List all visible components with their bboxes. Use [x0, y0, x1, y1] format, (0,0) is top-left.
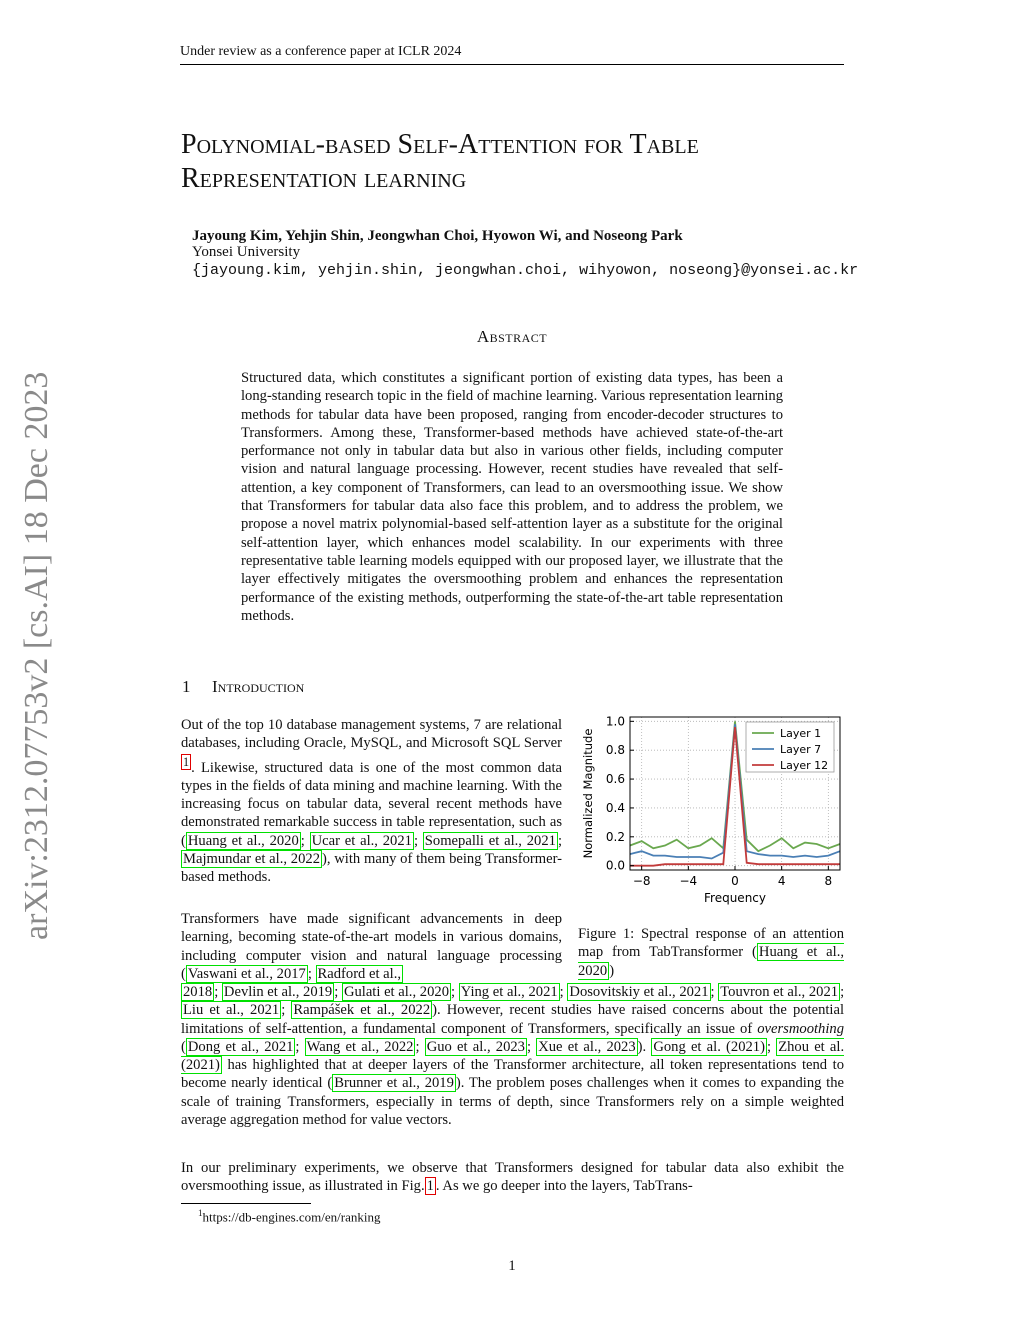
text-run: . Likewise, structured data is one of the most common data types in the fields of data mining and machine learning. With the increasing focus on tabular data, several recent methods have demonstrated remarkable success in table representation, such as ( [181, 759, 562, 849]
legend-label: Layer 7 [780, 743, 822, 756]
emphasis: oversmoothing [757, 1020, 844, 1037]
citation-link[interactable]: Touvron et al., 2021 [720, 984, 839, 1000]
citation-link[interactable]: Majmundar et al., 2022 [183, 850, 320, 867]
intro-paragraph-2: 2018 ; Devlin et al., 2019 ; Gulati et al., 2020 ; Ying et al., 2021 ; Dosovitskiy et al., 2021 ; Touvron et al., 2021 ; Liu et al., 2021 ; Rampášek et al., 2022 ). However, recent studies have raised concerns about the potential limitations of self-attention, a fundamental component of Transformers, specifically an issue of oversmoothing ( Dong et al., 2021 ; Wang et al., 2022 ; Guo et al., 2023 ; Xue et al., 2023 ). Gong et al. (2021) ; Zhou et al. (2021) has highlighted that at deeper layers of the Transformer architecture, all token representations tend to become nearly identical ( Brunner et al., 2019 ). The problem poses challenges when it comes to expanding the scale of training Transformers, especially in terms of depth, since Transformers rely on a simple weighted average aggregation method for value vectors. [181, 984, 845, 1129]
citation-link[interactable]: Huang et al., 2020 [578, 944, 844, 979]
figure-1 [576, 712, 846, 908]
legend-label: Layer 12 [780, 759, 829, 772]
intro-paragraph-2-start: Transformers have made significant advancements in deep learning, becoming state-of-the-art models in various domains, including computer vision and natural language processing ( Vaswani et al., 2017 ; Radford et al., [181, 911, 562, 982]
citation-link[interactable]: Ucar et al., 2021 [311, 832, 412, 849]
citation-link[interactable]: Huang et al., 2020 [187, 832, 299, 849]
spectral-response-chart [576, 712, 846, 908]
citation-link[interactable]: Ying et al., 2021 [460, 984, 558, 1000]
text-run: ). The problem poses challenges when it comes to expanding the scale of training Transformers, especially in terms of depth, since Transformers rely on a simple weighted average aggregation method for value vectors. [181, 1075, 845, 1129]
affiliation: Yonsei University [192, 244, 301, 260]
y-axis-label: Normalized Magnitude [581, 728, 595, 859]
text-run: ). [637, 1038, 652, 1055]
arxiv-stamp: arXiv:2312.07753v2 [cs.AI] 18 Dec 2023 [18, 371, 55, 940]
y-tick-label: 0.4 [605, 800, 625, 815]
footnote [198, 1208, 381, 1225]
figure-ref-link[interactable]: 1 [426, 1178, 434, 1195]
citation-link[interactable]: Xue et al., 2023 [538, 1038, 636, 1055]
text-run: has highlighted that at deeper layers of the Transformer architecture, all token representations tend to become nearly identical ( [181, 1057, 844, 1092]
citation-link[interactable]: 2018 [183, 984, 213, 1000]
paper-title-line1: Polynomial-based Self-Attention for Table [181, 129, 699, 160]
section-heading [182, 677, 304, 697]
citation-link[interactable]: Gong et al. (2021) [653, 1038, 765, 1055]
x-tick-label: 8 [824, 874, 833, 888]
text-run: Figure 1: Spectral response of an attention map from TabTransformer ( [578, 926, 844, 961]
text-run: Out of the top 10 database management systems, 7 are relational databases, including Oracle, MySQL, and Microsoft SQL Server [181, 717, 562, 752]
citation-link[interactable]: Wang et al., 2022 [306, 1038, 414, 1055]
abstract-heading: Abstract [476, 327, 548, 346]
citation-link[interactable]: Brunner et al., 2019 [334, 1075, 454, 1092]
section-number: 1 [182, 677, 191, 696]
citation-link[interactable]: Guo et al., 2023 [426, 1038, 525, 1055]
x-tick-label: 0 [731, 874, 739, 888]
citation-link[interactable]: Somepalli et al., 2021 [424, 832, 556, 849]
section-title: Introduction [212, 677, 305, 696]
citation-link[interactable]: Rampášek et al., 2022 [293, 1002, 431, 1019]
intro-paragraph-3 [181, 1159, 844, 1196]
footnote-divider [181, 1203, 311, 1204]
y-tick-label: 1.0 [605, 714, 625, 729]
y-tick-label: 0.8 [605, 743, 625, 758]
page-number: 1 [508, 1258, 516, 1274]
y-tick-label: 0.2 [605, 829, 625, 844]
figure-caption [578, 925, 844, 980]
legend-label: Layer 1 [780, 727, 822, 740]
footnote-url[interactable]: https://db-engines.com/en/ranking [202, 1209, 381, 1225]
author-emails: {jayoung.kim, yehjin.shin, jeongwhan.choi, wihyowon, noseong}@yonsei.ac.kr [192, 262, 859, 279]
citation-link[interactable]: Liu et al., 2021 [183, 1002, 280, 1019]
x-tick-label: 4 [777, 874, 786, 888]
citation-link[interactable]: Dong et al., 2021 [187, 1038, 294, 1055]
y-tick-label: 0.6 [605, 772, 625, 787]
author-list: Jayoung Kim, Yehjin Shin, Jeongwhan Choi, Hyowon Wi, and Noseong Park [192, 228, 683, 244]
x-tick-label: −8 [632, 874, 651, 888]
y-tick-label: 0.0 [605, 858, 625, 873]
citation-link[interactable]: Radford et al., [317, 965, 402, 982]
footnote-link[interactable]: 1 [183, 754, 190, 769]
paper-title-line2: Representation learning [181, 163, 467, 194]
text-run: In our preliminary experiments, we observe that Transformers designed for tabular data also exhibit the oversmoothing issue, as illustrated in Fig. [181, 1160, 844, 1195]
paper-title [181, 128, 851, 196]
citation-link[interactable]: Vaswani et al., 2017 [187, 965, 306, 982]
intro-paragraph-1: Out of the top 10 database management systems, 7 are relational databases, including Oracle, MySQL, and Microsoft SQL Server $^1$ . Likewise, structured data is one of the most common data types in the fields of data mining and machine learning. With the increasing focus on tabular data, several recent methods have demonstrated remarkable success in table representation, such as ( Huang et al., 2020 ; Ucar et al., 2021 ; Somepalli et al., 2021 ; Majmundar et al., 2022 ), with many of them being Transformer-based methods. [181, 717, 562, 886]
x-tick-label: −4 [679, 874, 698, 888]
x-axis-label: Frequency [704, 891, 766, 905]
text-run: ), with many of them being Transformer-based methods. [181, 850, 562, 886]
text-run: ) [609, 962, 615, 979]
text-run: ( [181, 1038, 186, 1055]
text-run: ). However, recent studies have raised concerns about the potential limitations of self-attention, a fundamental component of Transformers, specifically an issue of [181, 1002, 845, 1037]
footnote-mark: 1 [198, 1208, 203, 1218]
citation-link[interactable]: Zhou et al. (2021) [181, 1038, 845, 1074]
text-run: . As we go deeper into the layers, TabTrans- [435, 1178, 693, 1195]
text-run: Transformers have made significant advancements in deep learning, becoming state-of-the-art models in various domains, including computer vision and natural language processing ( [181, 911, 562, 982]
running-header: Under review as a conference paper at ICLR 2024 [180, 44, 844, 65]
citation-link[interactable]: Devlin et al., 2019 [223, 984, 333, 1000]
citation-link[interactable]: Dosovitskiy et al., 2021 [569, 984, 709, 1000]
abstract-body: Structured data, which constitutes a significant portion of existing data types, has been a long-standing research topic in the field of machine learning. Various representation learning methods for tabular data have been proposed, ranging from encoder-decoder structures to Transformers. Among these, Transformer-based methods have achieved state-of-the-art performance not only in tabular data but also in various other fields, including computer vision and natural language processing. However, recent studies have revealed that self-attention, a key component of Transformers, can lead to an oversmoothing issue. We show that Transformers for tabular data also face this problem, and to address the problem, we propose a novel matrix polynomial-based self-attention layer as a substitute for the original self-attention layer, which enhances model scalability. In our experiments with three representative table learning models equipped with our proposed layer, we illustrate that the layer effectively mitigates the oversmoothing problem and enhances the representation performance of the existing methods, outperforming the state-of-the-art table representation methods. [241, 370, 783, 624]
citation-link[interactable]: Gulati et al., 2020 [343, 984, 449, 1000]
